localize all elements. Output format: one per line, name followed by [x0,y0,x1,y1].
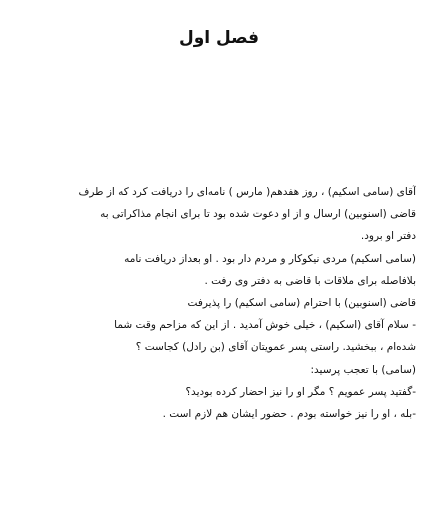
text-line: آقای (سامی اسکیم) ، روز هفدهم( مارس ) نامه‌ای را دریافت کرد که از طرف [78,186,416,198]
text-line: بلافاصله برای ملاقات با قاضی به دفتر وی رفت . [204,274,416,287]
text-line: -بله ، او را نیز خواسته بودم . حضور ایشان هم لازم است . [162,407,416,420]
chapter-title: فصل اول [178,28,260,48]
text-line: دفتر او برود. [360,230,416,243]
body-text [22,181,416,425]
text-line: -گفتید پسر عمویم ؟ مگر او را نیز احضار کرده بودید؟ [185,385,416,398]
text-line: (سامی) با تعجب پرسید: [310,363,416,376]
text-line: شده‌ام ، ببخشید. راستی پسر عمویتان آقای (بن رادل) کجاست ؟ [135,341,416,354]
text-line: (سامی اسکیم) مردی نیکوکار و مردم دار بود . او بعداز دریافت نامه [124,252,416,265]
text-line: - سلام آقای (اسکیم) ، خیلی خوش آمدید . از این که مزاحم وقت شما [114,319,416,332]
text-line: قاضی (اسنوبین) با احترام (سامی اسکیم) را پذیرفت [187,296,416,309]
text-line: قاضی (اسنوبین) ارسال و از او دعوت شده بود تا برای انجام مذاکراتی به [100,208,416,221]
